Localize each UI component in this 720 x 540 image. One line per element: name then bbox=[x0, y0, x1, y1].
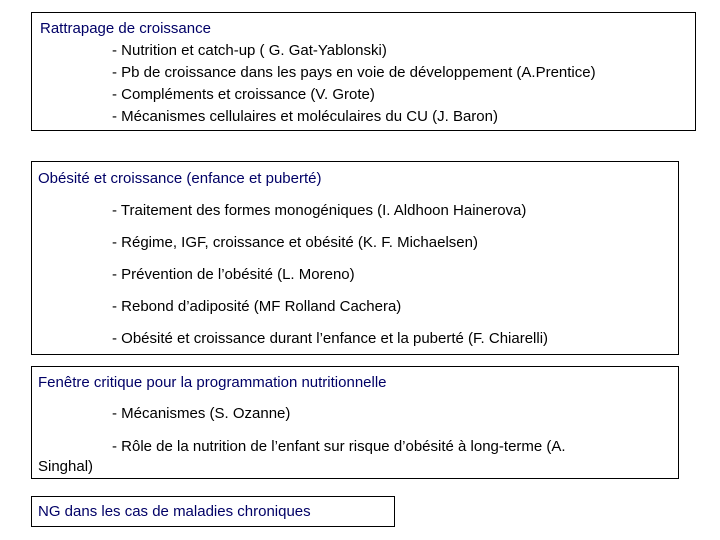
section-title-fenetre: Fenêtre critique pour la programmation nutritionnelle bbox=[38, 374, 387, 391]
list-item: - Nutrition et catch-up ( G. Gat-Yablonski) bbox=[112, 42, 387, 59]
section-box-obesite bbox=[31, 161, 679, 355]
list-item: - Traitement des formes monogéniques (I. Aldhoon Hainerova) bbox=[112, 202, 527, 219]
list-item: - Prévention de l’obésité (L. Moreno) bbox=[112, 266, 355, 283]
list-item: - Pb de croissance dans les pays en voie de développement (A.Prentice) bbox=[112, 64, 596, 81]
section-title-obesite: Obésité et croissance (enfance et puberté) bbox=[38, 170, 322, 187]
list-item: - Mécanismes cellulaires et moléculaires du CU (J. Baron) bbox=[112, 108, 498, 125]
list-item: - Obésité et croissance durant l’enfance et la puberté (F. Chiarelli) bbox=[112, 330, 549, 347]
list-item: - Rebond d’adiposité (MF Rolland Cachera) bbox=[112, 298, 402, 315]
list-item: - Rôle de la nutrition de l’enfant sur risque d’obésité à long-terme (A. bbox=[112, 438, 566, 455]
section-title-rattrapage: Rattrapage de croissance bbox=[40, 20, 211, 37]
list-item: - Compléments et croissance (V. Grote) bbox=[112, 86, 375, 103]
section-title-ng: NG dans les cas de maladies chroniques bbox=[38, 503, 311, 520]
list-item: - Régime, IGF, croissance et obésité (K. F. Michaelsen) bbox=[112, 234, 478, 251]
list-item: - Mécanismes (S. Ozanne) bbox=[112, 405, 291, 422]
list-item: Singhal) bbox=[38, 458, 94, 475]
